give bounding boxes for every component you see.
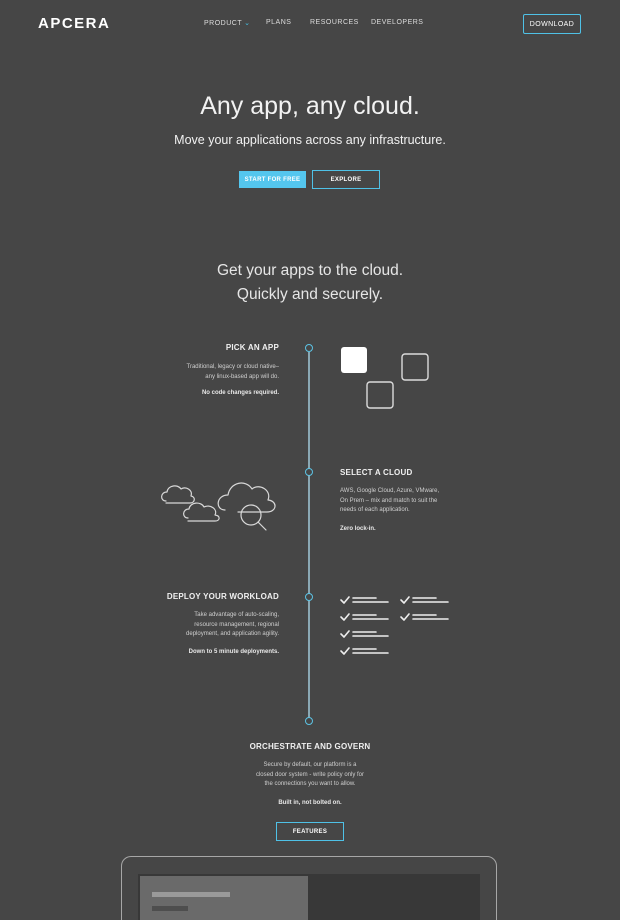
step-emph-pick-app: No code changes required. [201, 390, 279, 396]
features-button[interactable]: FEATURES [276, 822, 344, 841]
step-emph-deploy: Down to 5 minute deployments. [188, 649, 279, 655]
desc-line: On Prem – mix and match to suit the [340, 497, 438, 504]
desc-line: Take advantage of auto-scaling, [194, 612, 279, 618]
step-title-orchestrate: ORCHESTRATE AND GOVERN [249, 742, 371, 751]
explore-button[interactable]: EXPLORE [312, 170, 380, 189]
desc-line: Traditional, legacy or cloud native– [186, 364, 279, 370]
hero-title: Any app, any cloud. [200, 92, 420, 120]
nav-item-product[interactable] [204, 19, 251, 27]
desc-line: Secure by default, our platform is a [263, 762, 357, 768]
timeline-node-4 [305, 717, 313, 725]
clouds-search-icon [158, 472, 284, 534]
step-desc-orchestrate [0, 761, 620, 790]
nav-item-developers[interactable]: DEVELOPERS [371, 19, 424, 26]
app-squares-icon [336, 342, 436, 414]
desc-line: deployment, and application agility. [186, 631, 279, 637]
start-for-free-button[interactable]: START FOR FREE [239, 171, 306, 188]
timeline-node-1 [305, 344, 313, 352]
desc-line: AWS, Google Cloud, Azure, VMware, [340, 488, 440, 494]
section-title-line2: Quickly and securely. [236, 286, 384, 303]
nav-item-label: PRODUCT [204, 20, 243, 27]
laptop-screen-bar [152, 892, 230, 897]
step-title-pick-app: PICK AN APP [225, 343, 279, 352]
desc-line: closed door system - write policy only for [255, 771, 365, 778]
timeline-node-3 [305, 593, 313, 601]
nav-item-resources[interactable]: RESOURCES [310, 19, 359, 26]
desc-line: needs of each application. [340, 507, 410, 513]
step-emph-orchestrate: Built in, not bolted on. [278, 800, 342, 806]
nav-item-plans[interactable]: PLANS [266, 19, 292, 26]
hero-subtitle: Move your applications across any infrastructure. [174, 133, 446, 147]
desc-line: any linux-based app will do. [205, 373, 279, 380]
laptop-screen-bar [152, 906, 188, 911]
timeline-line [308, 352, 310, 718]
checklist-icon [338, 592, 454, 658]
chevron-down-icon: ⌄ [244, 20, 251, 27]
desc-line: resource management, regional [194, 621, 279, 628]
apcera-logo[interactable]: APCERA [38, 15, 111, 32]
section-title [0, 259, 620, 307]
step-title-select-cloud: SELECT A CLOUD [340, 468, 413, 477]
desc-line: the connections you want to allow. [264, 781, 356, 787]
laptop-screen-panel [140, 876, 308, 920]
step-desc-select-cloud [340, 487, 470, 516]
step-title-deploy: DEPLOY YOUR WORKLOAD [166, 592, 279, 601]
step-emph-select-cloud: Zero lock-in. [340, 526, 376, 532]
step-desc-deploy [120, 611, 279, 640]
section-title-line1: Get your apps to the cloud. [216, 262, 404, 279]
download-button[interactable]: DOWNLOAD [523, 14, 581, 34]
step-desc-pick-app [120, 363, 279, 382]
timeline-node-2 [305, 468, 313, 476]
